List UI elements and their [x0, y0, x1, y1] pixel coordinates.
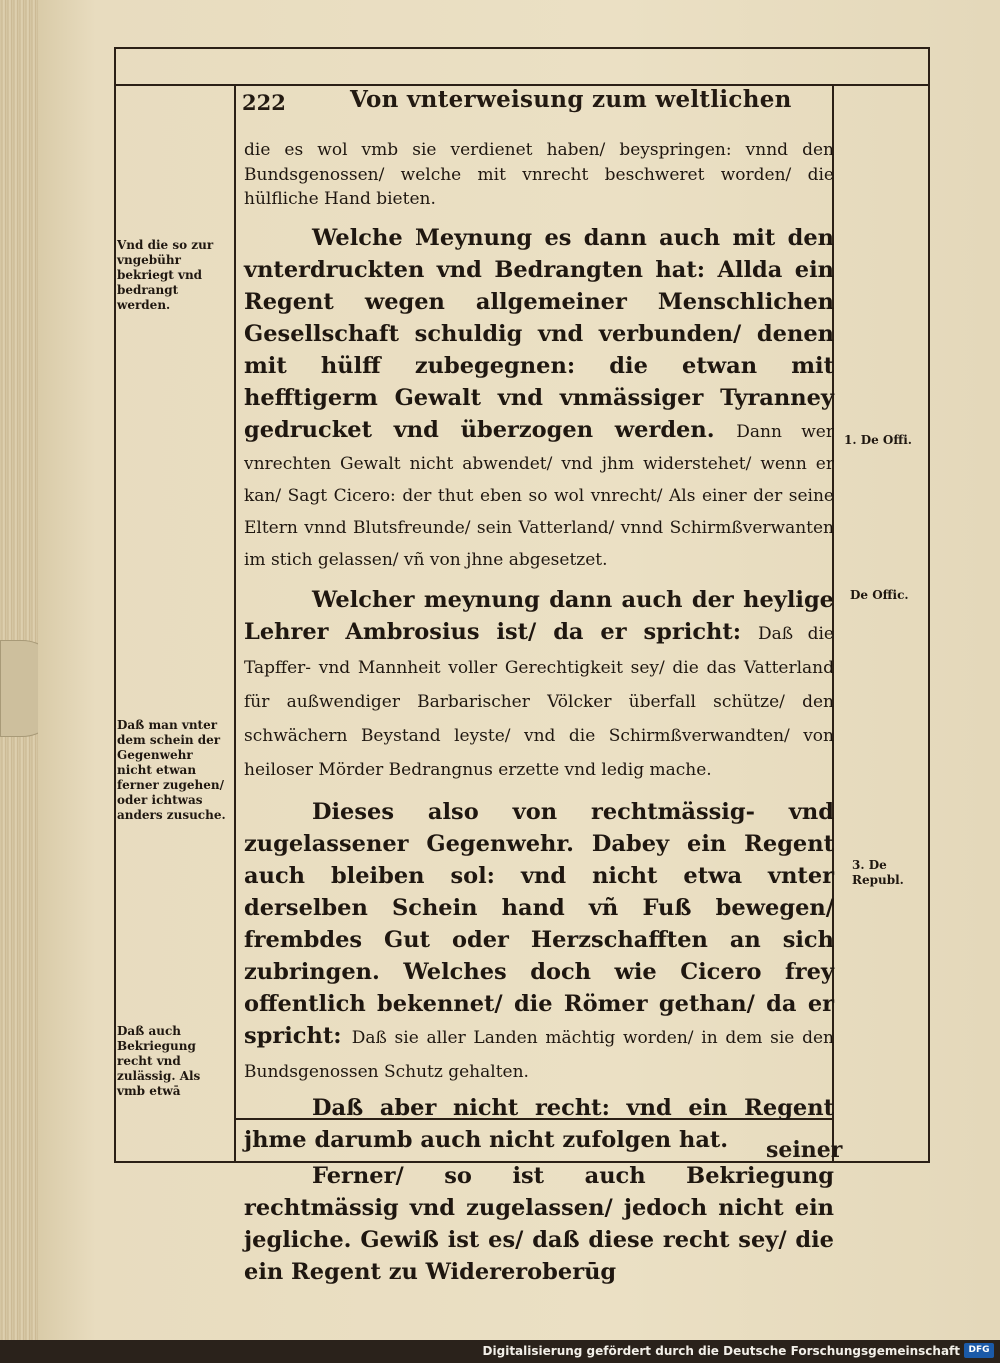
paragraph-inline-text: Daß sie aller Landen mächtig worden/ in dem sie den Bundsgenossen Schutz gehalten.: [244, 1027, 834, 1082]
paragraph: Daß aber nicht recht: vnd ein Regent jhme darumb auch nicht zufolgen hat.: [244, 1094, 834, 1153]
paragraph-inline-text: Dann wer vnrechten Gewalt nicht abwendet/ vnd jhm widerstehet/ wenn er kan/ Sagt Cicero: der thut eben so wol vnrecht/ Als einer der seine Eltern vnnd Blutsfreunde/ sein Vatterland/ vnnd Schirmßverwanten im stich gelassen/ vñ von jhne abgesetzet.: [244, 421, 834, 570]
digitization-credit: Digitalisierung gefördert durch die Deutsche Forschungsgemeinschaft: [482, 1344, 960, 1358]
right-margin-note: 1. De Offi.: [844, 433, 912, 447]
left-margin-note: Daß auch Bekriegung recht vnd zulässig. Als vmb etwā: [117, 1024, 201, 1098]
dfg-logo: DFG: [964, 1343, 994, 1358]
paragraph-large-text: Gewiß ist es/ daß diese recht sey/ die ein Regent zu Widereroberūg: [244, 1226, 834, 1285]
left-column-rule: [234, 86, 236, 1161]
paragraph: [244, 1160, 834, 1288]
paragraph-large-text: Welche Meynung es dann auch mit den vnterdruckten vnd Bedrangten hat: Allda ein Regent wegen allgemeiner Menschlichen Gesellschaft schuldig vnd verbunden/ denen mit hülff zubegegnen: die etwan mit hefftigerm Gewalt vnd vnmässiger Tyranney gedrucket vnd überzogen werden.: [244, 224, 834, 443]
paragraph-large-text: Welcher meynung dann auch der heylige Lehrer Ambrosius ist/ da er spricht:: [244, 586, 834, 645]
paragraph-large-text: Dabey ein Regent auch bleiben sol: vnd nicht etwa vnter derselben Schein hand vñ Fuß bewegen/ frembdes Gut oder Herzschafften an sich zubringen.: [244, 830, 834, 985]
right-margin-note: 3. De Republ.: [852, 858, 904, 887]
paragraph-large-text: Ferner/ so ist auch Bekriegung rechtmässig vnd zugelassen/ jedoch nicht ein jegliche.: [244, 1162, 834, 1253]
running-head: Von vnterweisung zum weltlichen: [350, 86, 792, 113]
paragraph: [244, 796, 834, 1088]
catchword: seiner: [766, 1137, 843, 1163]
paragraph-inline-text: Daß die Tapffer- vnd Mannheit voller Gerechtigkeit sey/ die das Vatterland für außwendiger Barbarischer Völcker überfall schütze/ den schwächern Beystand leyste/ vnd die Schirmßverwandten/ von heiloser Mörder Bedrangnus erzette vnd ledig mache.: [244, 623, 834, 780]
left-margin-note: Vnd die so zur vngebühr bekriegt vnd bedrangt werden.: [117, 238, 214, 312]
left-margin-note: Daß man vnter dem schein der Gegenwehr nicht etwan ferner zugehen/ oder ichtwas anders zusuche.: [117, 718, 226, 822]
paragraph: [244, 222, 834, 574]
paragraph: die es wol vmb sie verdienet haben/ beyspringen: vnnd den Bundsgenossen/ welche mit vnrecht beschweret worden/ die hülfliche Hand bieten.: [244, 140, 834, 209]
paragraph-large-text: Welches doch wie Cicero frey offentlich bekennet/ die Römer gethan/ da er spricht:: [244, 958, 834, 1049]
right-margin-note: De Offic.: [850, 588, 909, 602]
main-text: [244, 138, 834, 1288]
paragraph: [244, 584, 834, 786]
page-number: 222: [242, 90, 286, 115]
paragraph-large-text: Dieses also von rechtmässig- vnd zugelassener Gegenwehr.: [244, 798, 834, 857]
